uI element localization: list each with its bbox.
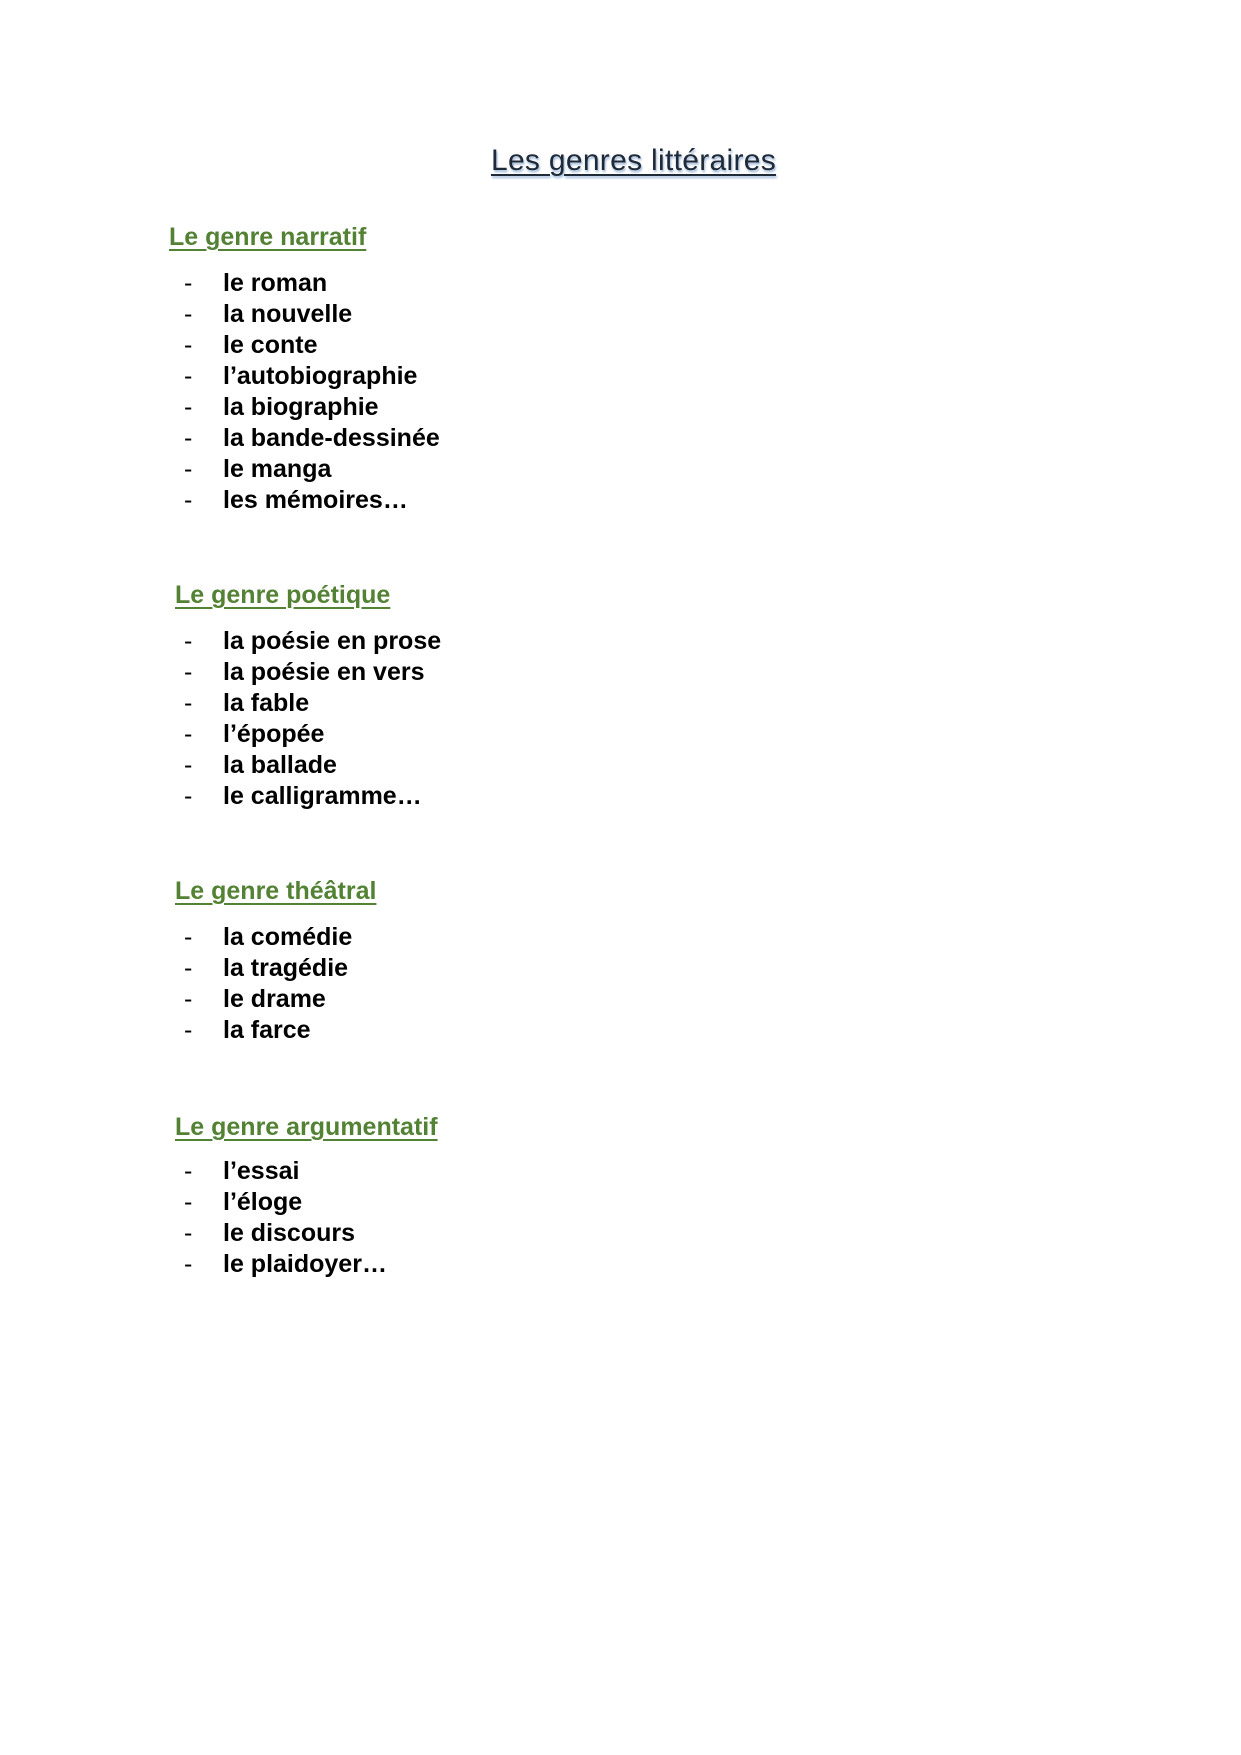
list-item-label: l’autobiographie [223,362,418,390]
bullet-dash: - [184,751,193,779]
list-item-label: la poésie en prose [223,627,442,655]
bullet-dash: - [184,954,193,982]
list-item-label: le discours [223,1219,355,1247]
bullet-dash: - [184,424,193,452]
bullet-dash: - [184,1157,193,1185]
list-item-label: la tragédie [223,954,349,982]
section-heading-theatral: Le genre théâtral [175,877,377,905]
list-item-label: le roman [223,269,328,297]
list-item-label: la farce [223,1016,311,1044]
bullet-dash: - [184,1219,193,1247]
bullet-dash: - [184,331,193,359]
list-item-label: l’éloge [223,1188,303,1216]
list-item-label: le conte [223,331,318,359]
bullet-dash: - [184,1250,193,1278]
bullet-dash: - [184,393,193,421]
section-heading-poetique: Le genre poétique [175,581,391,609]
section-heading-narratif: Le genre narratif [169,223,367,251]
list-item-label: le calligramme… [223,782,422,810]
bullet-dash: - [184,486,193,514]
bullet-dash: - [184,923,193,951]
bullet-dash: - [184,985,193,1013]
bullet-dash: - [184,720,193,748]
list-item-label: la ballade [223,751,337,779]
bullet-dash: - [184,269,193,297]
list-item-label: la bande-dessinée [223,424,440,452]
bullet-dash: - [184,689,193,717]
list-item-label: la biographie [223,393,379,421]
bullet-dash: - [184,627,193,655]
list-item-label: la nouvelle [223,300,353,328]
list-item-label: les mémoires… [223,486,408,514]
bullet-dash: - [184,1188,193,1216]
list-item-label: l’essai [223,1157,300,1185]
page-title: Les genres littéraires [490,144,777,177]
list-item-label: la comédie [223,923,353,951]
bullet-dash: - [184,362,193,390]
bullet-dash: - [184,658,193,686]
bullet-dash: - [184,782,193,810]
list-item-label: l’épopée [223,720,325,748]
list-item-label: la fable [223,689,310,717]
list-item-label: le plaidoyer… [223,1250,387,1278]
bullet-dash: - [184,300,193,328]
list-item-label: le manga [223,455,332,483]
section-heading-argumentatif: Le genre argumentatif [175,1113,438,1141]
bullet-dash: - [184,1016,193,1044]
list-item-label: la poésie en vers [223,658,425,686]
list-item-label: le drame [223,985,326,1013]
bullet-dash: - [184,455,193,483]
